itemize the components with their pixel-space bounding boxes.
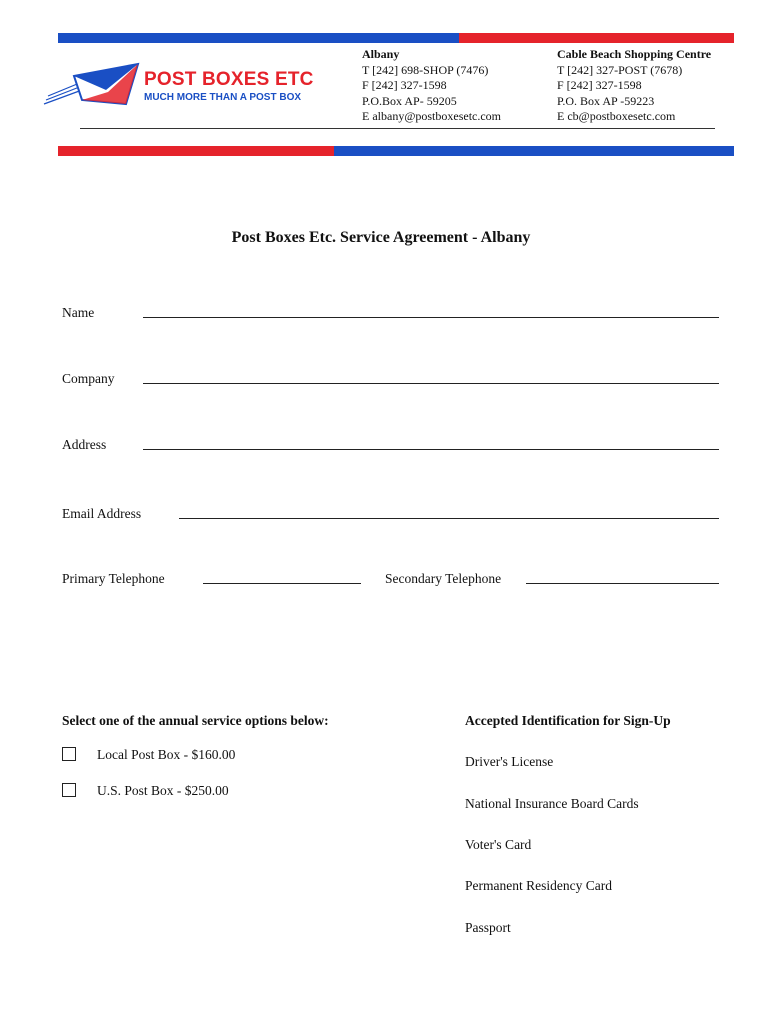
id-national-insurance: National Insurance Board Cards	[465, 796, 639, 811]
us-post-box-option: U.S. Post Box - $250.00	[97, 783, 229, 798]
albany-location-name: Albany	[362, 47, 400, 61]
us-post-box-checkbox[interactable]	[62, 783, 76, 797]
secondary-phone-field[interactable]	[526, 583, 719, 584]
cable-beach-phone: T [242] 327-POST (7678)	[557, 62, 683, 77]
company-logo	[42, 60, 342, 110]
cable-beach-contact	[557, 47, 757, 125]
albany-phone: T [242] 698-SHOP (7476)	[362, 62, 489, 77]
cable-beach-po-box: P.O. Box AP -59223	[557, 93, 655, 108]
page-title: Post Boxes Etc. Service Agreement - Albany	[231, 229, 531, 246]
email-label: Email Address	[62, 506, 142, 521]
id-permanent-residency: Permanent Residency Card	[465, 878, 612, 893]
cable-beach-fax: F [242] 327-1598	[557, 78, 642, 92]
local-post-box-checkbox[interactable]	[62, 747, 76, 761]
logo-tagline: MUCH MORE THAN A POST BOX	[144, 92, 302, 103]
id-drivers-license: Driver's License	[465, 754, 554, 769]
albany-email: E albany@postboxesetc.com	[362, 109, 502, 123]
secondary-phone-label: Secondary Telephone	[385, 571, 502, 586]
header-bar-red	[459, 33, 734, 43]
primary-phone-label: Primary Telephone	[62, 571, 165, 586]
name-field[interactable]	[143, 317, 719, 318]
cable-beach-email: E cb@postboxesetc.com	[557, 109, 676, 123]
name-label: Name	[62, 305, 95, 320]
company-label: Company	[62, 371, 115, 386]
albany-fax: F [242] 327-1598	[362, 78, 447, 92]
logo-brand-name: POST BOXES ETC	[144, 69, 314, 90]
primary-phone-field[interactable]	[203, 583, 361, 584]
id-passport: Passport	[465, 920, 511, 935]
identification-heading: Accepted Identification for Sign-Up	[465, 713, 671, 728]
local-post-box-option: Local Post Box - $160.00	[97, 747, 236, 762]
service-options-heading: Select one of the annual service options below:	[62, 713, 329, 728]
address-field[interactable]	[143, 449, 719, 450]
email-field[interactable]	[179, 518, 719, 519]
albany-po-box: P.O.Box AP- 59205	[362, 93, 457, 108]
id-voters-card: Voter's Card	[465, 837, 532, 852]
cable-beach-location-name: Cable Beach Shopping Centre	[557, 47, 712, 61]
divider-bar-red	[58, 146, 334, 156]
header-bar-blue	[58, 33, 459, 43]
albany-contact	[362, 47, 552, 125]
address-label: Address	[62, 437, 107, 452]
divider-bar-blue	[334, 146, 734, 156]
company-field[interactable]	[143, 383, 719, 384]
header-divider	[80, 128, 715, 129]
envelope-logo-icon	[42, 60, 142, 110]
